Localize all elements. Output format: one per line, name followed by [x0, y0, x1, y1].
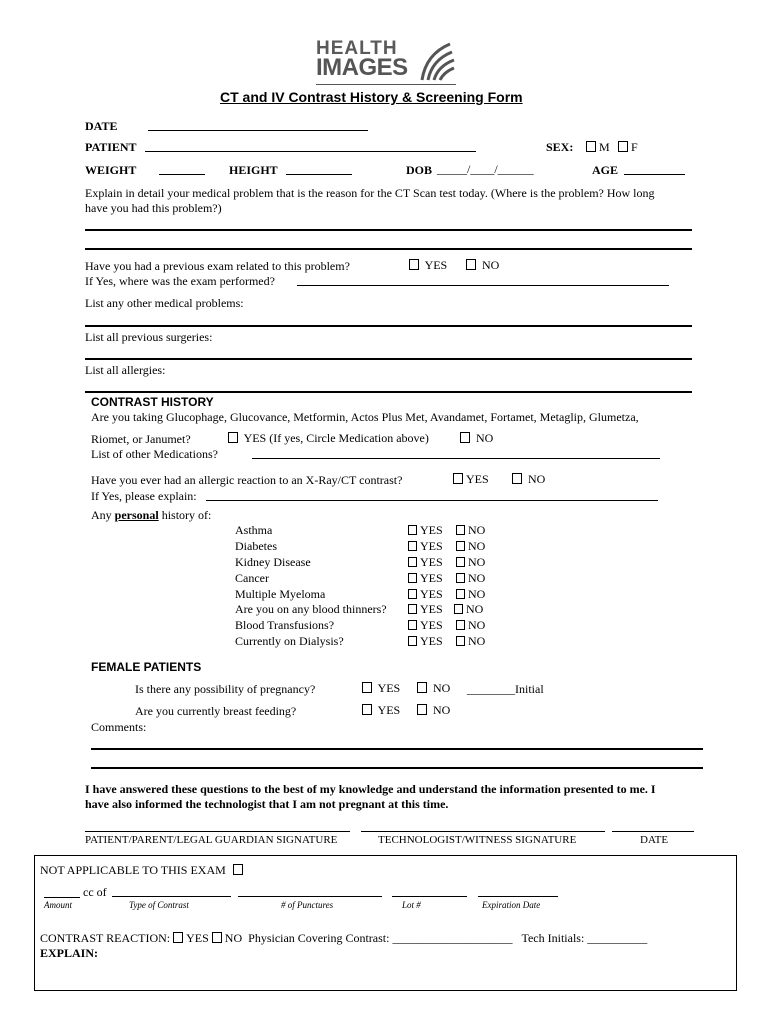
yes-label: YES [420, 602, 443, 616]
allergic-no[interactable] [512, 472, 545, 487]
no-label: NO [468, 539, 486, 553]
age-field[interactable] [624, 163, 685, 175]
checkbox[interactable] [456, 573, 465, 583]
allergic-question: Have you ever had an allergic reaction to an X-Ray/CT contrast? [91, 473, 403, 487]
no-label: NO [468, 634, 486, 648]
condition-no[interactable] [456, 523, 485, 538]
personal-word: personal [114, 508, 159, 522]
condition-yes[interactable] [408, 539, 443, 554]
no-label: NO [468, 523, 486, 537]
yes-label: YES [420, 634, 443, 648]
tech-initials-label: Tech Initials: [521, 931, 585, 945]
condition-yes[interactable] [408, 618, 443, 633]
pregnancy-initial[interactable] [467, 682, 544, 697]
not-applicable[interactable] [40, 863, 246, 878]
checkbox[interactable] [456, 525, 465, 535]
condition-label: Are you on any blood thinners? [235, 602, 387, 616]
allergies-label: List all allergies: [85, 363, 166, 377]
condition-no[interactable] [456, 634, 485, 649]
comments-line-1[interactable] [91, 748, 703, 750]
condition-label: Kidney Disease [235, 555, 311, 569]
punctures-caption: # of Punctures [281, 900, 334, 910]
condition-row [235, 634, 344, 649]
condition-label: Currently on Dialysis? [235, 634, 344, 648]
dob-label: DOB [406, 163, 433, 177]
checkbox[interactable] [408, 620, 417, 630]
patient-label: PATIENT [85, 140, 137, 154]
checkbox[interactable] [408, 636, 417, 646]
no-label: NO [468, 571, 486, 585]
signature-date-label: DATE [640, 834, 669, 846]
checkbox[interactable] [454, 604, 463, 614]
checkbox[interactable] [408, 525, 417, 535]
sex-m-option[interactable] [586, 140, 610, 155]
condition-yes[interactable] [408, 523, 443, 538]
breast-feeding-yes[interactable] [362, 703, 400, 718]
no-label: NO [468, 587, 486, 601]
contrast-amount-field[interactable] [44, 885, 107, 900]
meds-no-checkbox[interactable] [460, 432, 470, 443]
allergic-no-checkbox[interactable] [512, 473, 522, 484]
explain-answer-line-1[interactable] [85, 229, 692, 231]
height-field[interactable] [286, 163, 352, 175]
female-patients-heading: FEMALE PATIENTS [91, 660, 202, 674]
pregnancy-no[interactable] [417, 681, 450, 696]
reaction-yes-label: YES [186, 931, 209, 945]
patient-signature-label: PATIENT/PARENT/LEGAL GUARDIAN SIGNATURE [85, 834, 338, 846]
yes-label: YES [420, 539, 443, 553]
checkbox[interactable] [456, 557, 465, 567]
explain-text-line2: have you had this problem?) [85, 201, 222, 215]
logo-text-health: HEALTH [316, 38, 398, 59]
condition-yes[interactable] [408, 634, 443, 649]
previous-exam-no-label: NO [482, 258, 500, 272]
comments-label: Comments: [91, 720, 147, 734]
condition-no[interactable] [456, 618, 485, 633]
lot-caption: Lot # [402, 900, 421, 910]
explain-reaction-label: EXPLAIN: [40, 946, 99, 960]
technologist-signature-label: TECHNOLOGIST/WITNESS SIGNATURE [378, 834, 577, 846]
yes-label: YES [420, 587, 443, 601]
patient-signature-line[interactable] [85, 831, 350, 832]
previous-exam-where-field[interactable] [297, 274, 669, 286]
condition-yes[interactable] [408, 587, 443, 602]
yes-label: YES [420, 571, 443, 585]
no-label: NO [468, 618, 486, 632]
allergic-yes-checkbox[interactable] [453, 473, 463, 484]
previous-exam-yes-label: YES [424, 258, 448, 272]
technologist-signature-line[interactable] [361, 831, 605, 832]
previous-exam-yes-checkbox[interactable] [409, 259, 419, 270]
allergies-line[interactable] [85, 391, 692, 393]
checkbox[interactable] [456, 620, 465, 630]
condition-yes[interactable] [408, 571, 443, 586]
height-label: HEIGHT [229, 163, 278, 177]
patient-name-field[interactable] [145, 140, 476, 152]
condition-row [235, 555, 311, 570]
meds-no-label: NO [476, 431, 494, 445]
cc-of-label: cc of [83, 885, 107, 899]
breast-feeding-question: Are you currently breast feeding? [135, 704, 297, 718]
logo [316, 38, 456, 86]
condition-row [235, 571, 269, 586]
explain-answer-line-2[interactable] [85, 248, 692, 250]
weight-field[interactable] [159, 163, 205, 175]
sex-f-checkbox[interactable] [618, 141, 628, 152]
previous-exam-yes[interactable] [409, 258, 447, 273]
reaction-no-checkbox[interactable] [212, 932, 222, 943]
other-meds-field[interactable] [252, 447, 660, 459]
condition-no[interactable] [456, 571, 485, 586]
condition-label: Asthma [235, 523, 273, 537]
checkbox[interactable] [408, 541, 417, 551]
initial-label: Initial [515, 682, 544, 696]
no-label: NO [468, 555, 486, 569]
surgeries-line[interactable] [85, 358, 692, 360]
condition-no[interactable] [456, 539, 485, 554]
checkbox[interactable] [408, 573, 417, 583]
comments-line-2[interactable] [91, 767, 703, 769]
allergic-no-label: NO [528, 472, 546, 486]
checkbox[interactable] [408, 604, 417, 614]
pregnancy-no-checkbox[interactable] [417, 682, 427, 693]
condition-row [235, 602, 387, 617]
weight-label: WEIGHT [85, 163, 137, 177]
allergic-explain-field[interactable] [206, 489, 658, 501]
breast-feeding-yes-checkbox[interactable] [362, 704, 372, 715]
allergic-yes[interactable] [453, 472, 489, 487]
dob-field[interactable]: _____/____/______ [437, 162, 534, 176]
sex-m-checkbox[interactable] [586, 141, 596, 152]
breast-feeding-no[interactable] [417, 703, 450, 718]
yes-label: YES [420, 618, 443, 632]
contrast-history-heading: CONTRAST HISTORY [91, 395, 214, 409]
not-applicable-checkbox[interactable] [233, 864, 243, 875]
meds-yes-label: YES (If yes, Circle Medication above) [243, 431, 429, 445]
explain-text: Explain in detail your medical problem that is the reason for the CT Scan test today. (Where is the problem? How long [85, 186, 655, 200]
initial-blank[interactable]: ________ [467, 682, 515, 696]
allergic-yes-label: YES [466, 472, 489, 486]
other-meds-label: List of other Medications? [91, 447, 218, 461]
condition-label: Diabetes [235, 539, 277, 553]
physician-label: Physician Covering Contrast: [248, 931, 390, 945]
other-problems-line[interactable] [85, 325, 692, 327]
personal-prefix: Any [91, 508, 115, 522]
condition-row [235, 618, 334, 633]
previous-exam-where: If Yes, where was the exam performed? [85, 274, 275, 288]
previous-exam-no[interactable] [466, 258, 499, 273]
not-applicable-label: NOT APPLICABLE TO THIS EXAM [40, 863, 226, 877]
signature-date-line[interactable] [612, 831, 694, 832]
yes-label: YES [420, 523, 443, 537]
logo-mark-icon [420, 40, 456, 84]
checkbox[interactable] [456, 636, 465, 646]
condition-yes[interactable] [408, 555, 443, 570]
date-field[interactable] [148, 119, 368, 131]
amount-caption: Amount [44, 900, 72, 910]
date-label: DATE [85, 119, 118, 133]
sex-label: SEX: [546, 140, 574, 154]
sex-m-label: M [599, 140, 610, 154]
checkbox[interactable] [408, 557, 417, 567]
lot-field[interactable] [392, 885, 467, 897]
other-problems-label: List any other medical problems: [85, 296, 244, 310]
contrast-type-caption: Type of Contrast [129, 900, 189, 910]
meds-yes-checkbox[interactable] [228, 432, 238, 443]
meds-question-line2: Riomet, or Janumet? [91, 432, 191, 446]
yes-label: YES [420, 555, 443, 569]
breast-feeding-yes-label: YES [377, 703, 401, 717]
meds-question: Are you taking Glucophage, Glucovance, Metformin, Actos Plus Met, Avandamet, Fortamet, Metaglip, Glumetza, [91, 410, 639, 424]
pregnancy-question: Is there any possibility of pregnancy? [135, 682, 316, 696]
allergic-explain-label: If Yes, please explain: [91, 489, 197, 503]
logo-text-images: IMAGES [316, 54, 408, 81]
sex-f-label: F [631, 140, 638, 154]
checkbox[interactable] [456, 541, 465, 551]
no-label: NO [466, 602, 484, 616]
meds-yes[interactable] [228, 431, 429, 446]
contrast-reaction-label: CONTRAST REACTION: [40, 931, 171, 945]
age-label: AGE [592, 163, 619, 177]
attestation-text: I have answered these questions to the best of my knowledge and understand the information presented to me. I [85, 782, 656, 796]
physician-field[interactable]: ____________________ [392, 931, 513, 945]
pregnancy-no-label: NO [433, 681, 451, 695]
checkbox[interactable] [456, 589, 465, 599]
personal-suffix: history of: [158, 508, 212, 522]
meds-no[interactable] [460, 431, 493, 446]
personal-history-label [91, 508, 211, 523]
condition-label: Cancer [235, 571, 269, 585]
attestation-text-line2: have also informed the technologist that I am not pregnant at this time. [85, 797, 449, 811]
condition-label: Blood Transfusions? [235, 618, 335, 632]
reaction-yes-checkbox[interactable] [173, 932, 183, 943]
contrast-type-field[interactable] [112, 885, 231, 897]
previous-exam-question: Have you had a previous exam related to this problem? [85, 259, 350, 273]
expiration-caption: Expiration Date [482, 900, 541, 910]
reaction-no-label: NO [224, 931, 243, 945]
pregnancy-yes-label: YES [377, 681, 401, 695]
breast-feeding-no-checkbox[interactable] [417, 704, 427, 715]
sex-f-option[interactable] [618, 140, 638, 155]
condition-no[interactable] [454, 602, 483, 617]
punctures-field[interactable] [238, 885, 382, 897]
condition-no[interactable] [456, 587, 485, 602]
tech-initials-field[interactable]: __________ [587, 931, 648, 945]
condition-row [235, 587, 325, 602]
condition-label: Multiple Myeloma [235, 587, 326, 601]
breast-feeding-no-label: NO [433, 703, 451, 717]
condition-no[interactable] [456, 555, 485, 570]
condition-row [235, 523, 272, 538]
pregnancy-yes-checkbox[interactable] [362, 682, 372, 693]
form-title: CT and IV Contrast History & Screening Form [220, 89, 523, 105]
expiration-field[interactable] [478, 885, 558, 897]
contrast-reaction-row [40, 931, 647, 946]
condition-row [235, 539, 277, 554]
condition-yes[interactable] [408, 602, 443, 617]
previous-exam-no-checkbox[interactable] [466, 259, 476, 270]
checkbox[interactable] [408, 589, 417, 599]
surgeries-label: List all previous surgeries: [85, 330, 213, 344]
pregnancy-yes[interactable] [362, 681, 400, 696]
